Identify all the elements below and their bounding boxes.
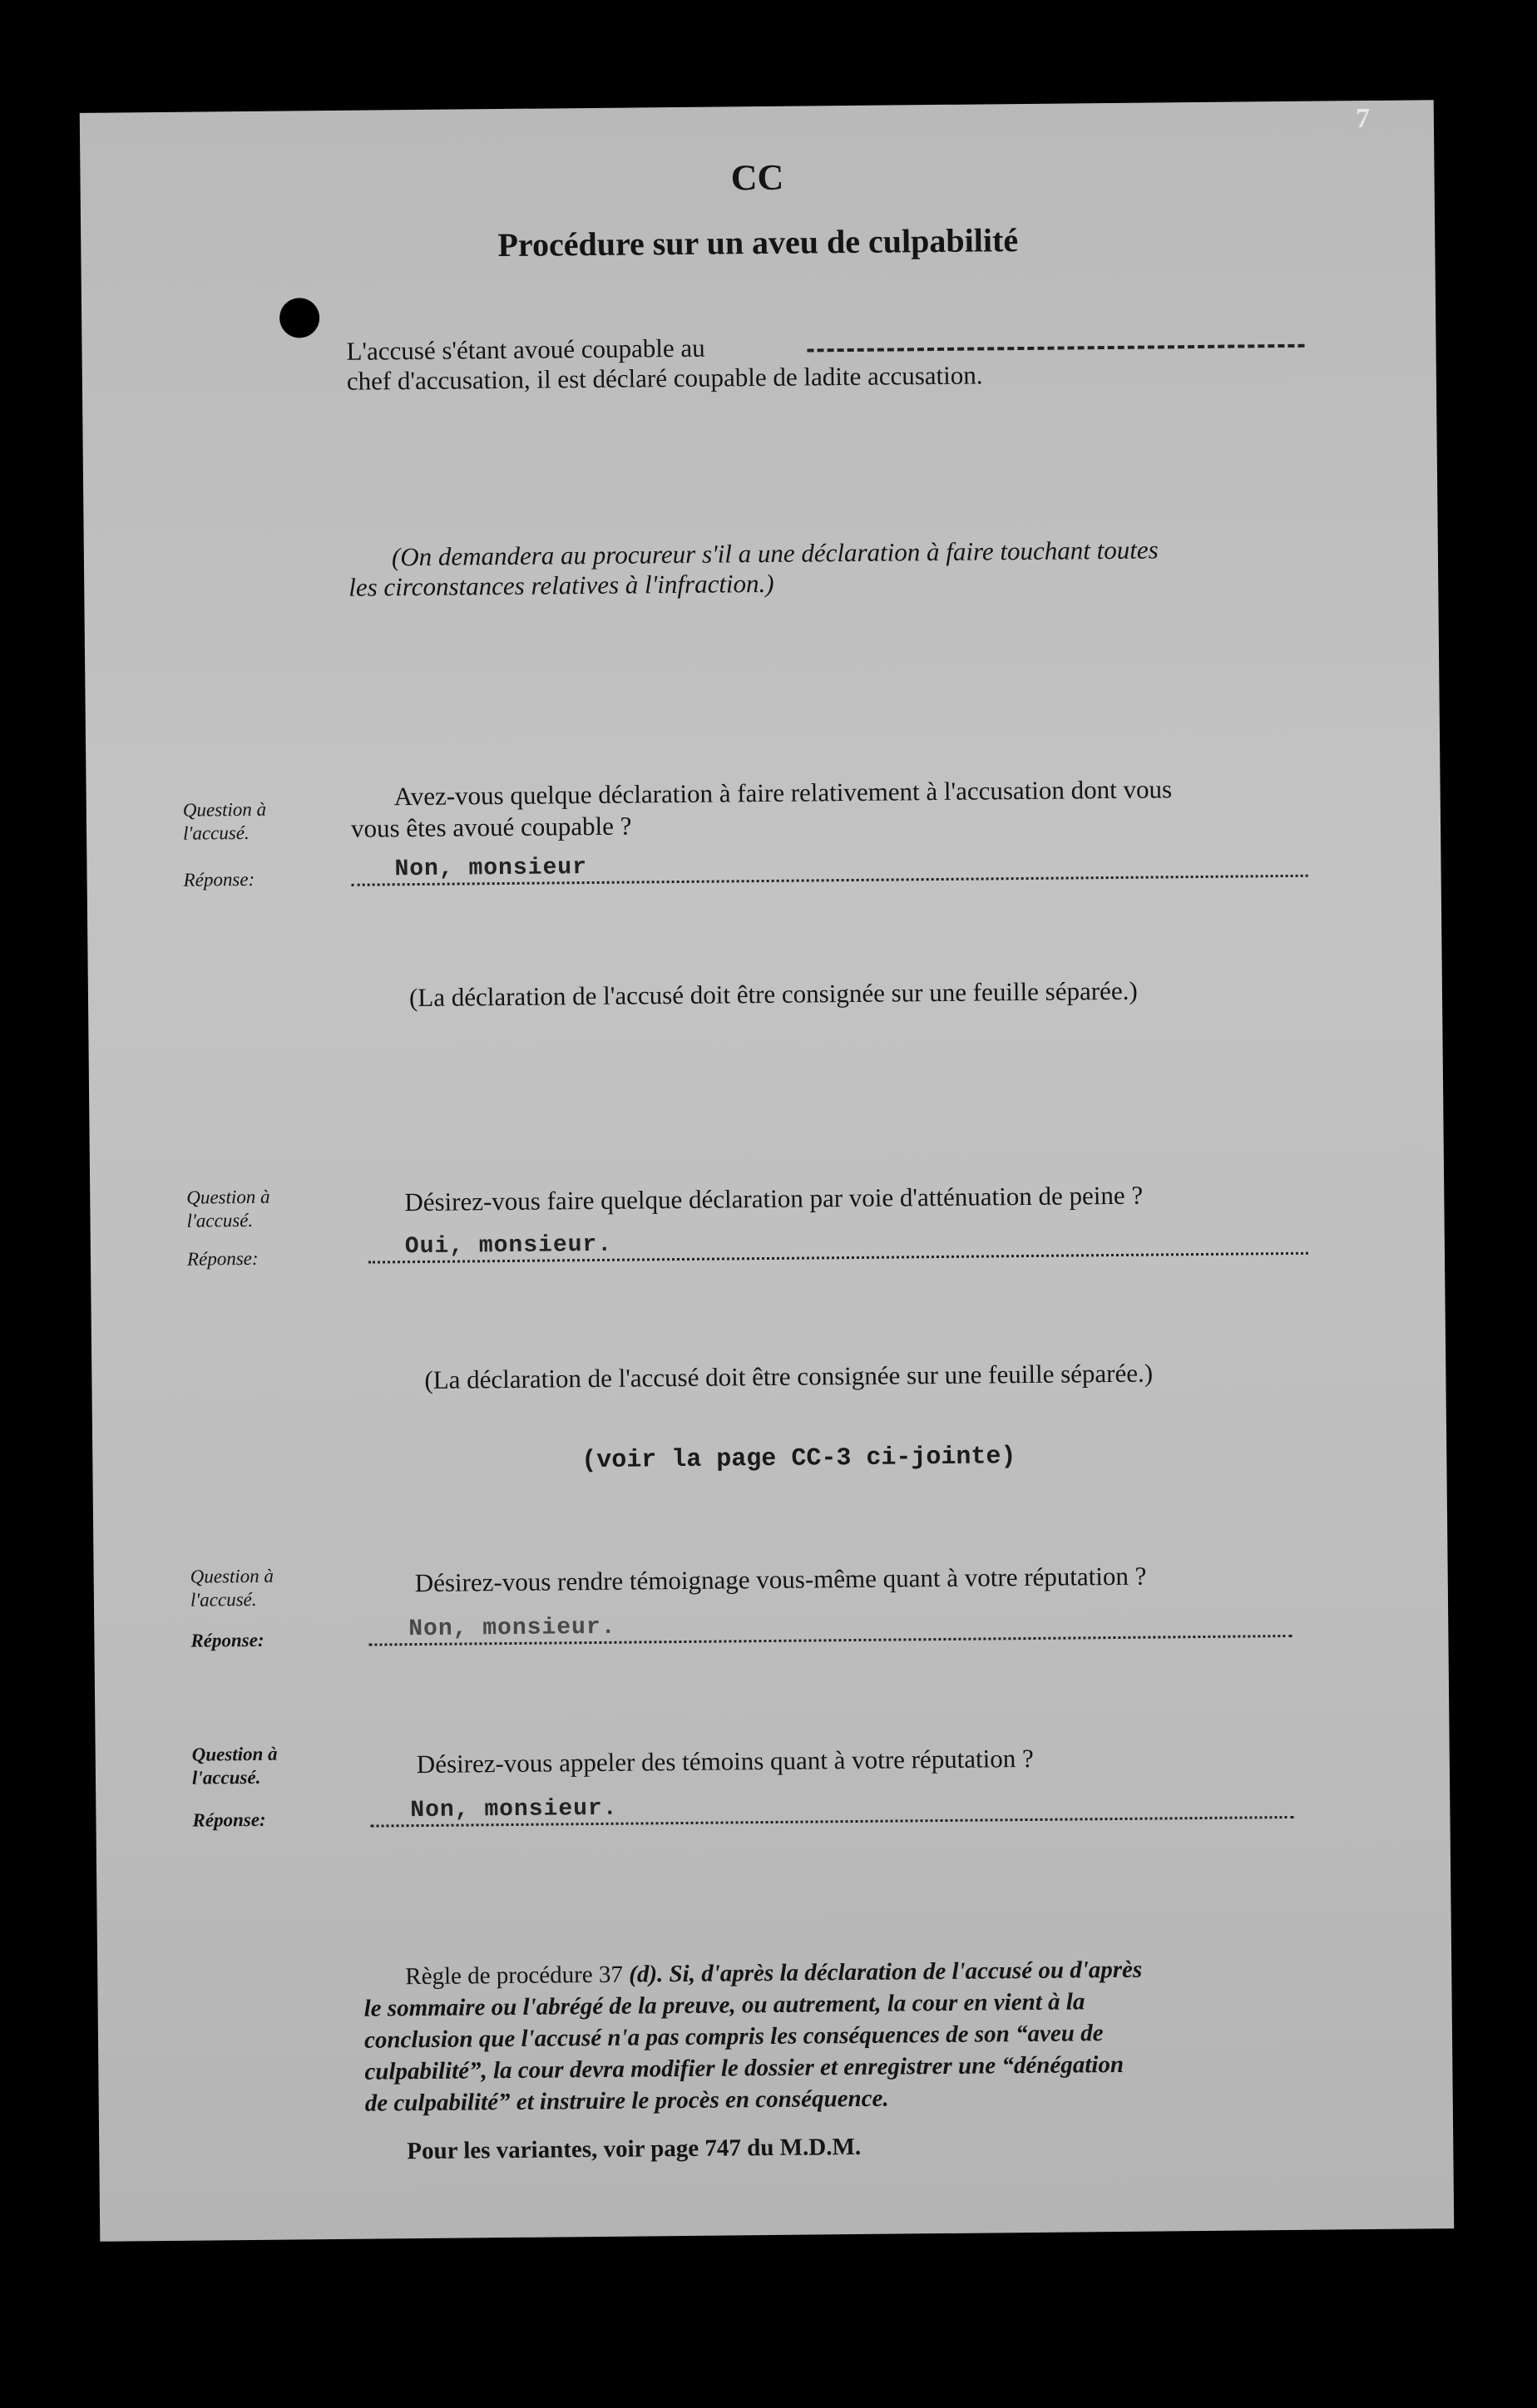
procedure-rule bbox=[363, 1952, 1322, 2119]
note-1: (La déclaration de l'accusé doit être consignée sur une feuille séparée.) bbox=[408, 975, 1138, 1013]
variants-note: Pour les variantes, voir page 747 du M.D.M. bbox=[407, 2133, 862, 2165]
instruction-line-2: les circonstances relatives à l'infraction.) bbox=[348, 568, 774, 602]
question-label-4: Question à l'accusé. bbox=[191, 1743, 278, 1789]
rule-line-1: Si, d'après la déclaration de l'accusé ou d'après bbox=[669, 1956, 1143, 1988]
answer-label-1: Réponse: bbox=[183, 868, 255, 891]
question-1-line-1: Avez-vous quelque déclaration à faire relativement à l'accusation dont vous bbox=[393, 774, 1173, 812]
answer-4: Non, monsieur. bbox=[410, 1795, 618, 1824]
page-marker: 7 bbox=[1356, 103, 1370, 134]
answer-1: Non, monsieur bbox=[394, 855, 588, 883]
question-3: Désirez-vous rendre témoignage vous-même quant à votre réputation ? bbox=[414, 1561, 1147, 1598]
question-label-2: Question à l'accusé. bbox=[186, 1186, 270, 1231]
answer-label-3: Réponse: bbox=[190, 1629, 264, 1651]
note-2: (La déclaration de l'accusé doit être consignée sur une feuille séparée.) bbox=[424, 1358, 1154, 1394]
intro-line-2: chef d'accusation, il est déclaré coupable de ladite accusation. bbox=[346, 360, 983, 396]
rule-line-3: conclusion que l'accusé n'a pas compris les conséquences de son “aveu de bbox=[363, 2020, 1104, 2054]
document-page bbox=[80, 100, 1454, 2242]
question-4: Désirez-vous appeler des témoins quant à votre réputation ? bbox=[416, 1743, 1034, 1779]
punch-hole bbox=[279, 298, 319, 338]
intro-blank bbox=[808, 344, 1305, 353]
rule-line-5: de culpabilité” et instruire le procès en conséquence. bbox=[364, 2085, 889, 2117]
answer-3: Non, monsieur. bbox=[408, 1614, 616, 1643]
intro-line-1: L'accusé s'étant avoué coupable au bbox=[346, 333, 705, 366]
instruction-line-1: (On demandera au procureur s'il a une déclaration à faire touchant toutes bbox=[391, 535, 1159, 572]
rule-line-4: culpabilité”, la cour devra modifier le dossier et enregistrer une “dénégation bbox=[364, 2050, 1124, 2085]
form-code: CC bbox=[730, 156, 784, 199]
page-title: Procédure sur un aveu de culpabilité bbox=[497, 221, 1019, 264]
answer-2: Oui, monsieur. bbox=[404, 1231, 613, 1261]
question-label-1: Question à l'accusé. bbox=[182, 798, 267, 844]
answer-label-4: Réponse: bbox=[192, 1808, 266, 1831]
rule-prefix: Règle de procédure 37 bbox=[405, 1961, 624, 1991]
answer-label-2: Réponse: bbox=[186, 1247, 259, 1270]
question-1-line-2: vous êtes avoué coupable ? bbox=[350, 811, 632, 843]
rule-ref: (d). bbox=[629, 1961, 664, 1988]
question-2: Désirez-vous faire quelque déclaration par voie d'atténuation de peine ? bbox=[404, 1180, 1144, 1217]
see-page-note: (voir la page CC-3 ci-jointe) bbox=[581, 1443, 1016, 1476]
rule-line-2: le sommaire ou l'abrégé de la preuve, ou autrement, la cour en vient à la bbox=[363, 1988, 1085, 2022]
question-label-3: Question à l'accusé. bbox=[190, 1565, 274, 1611]
